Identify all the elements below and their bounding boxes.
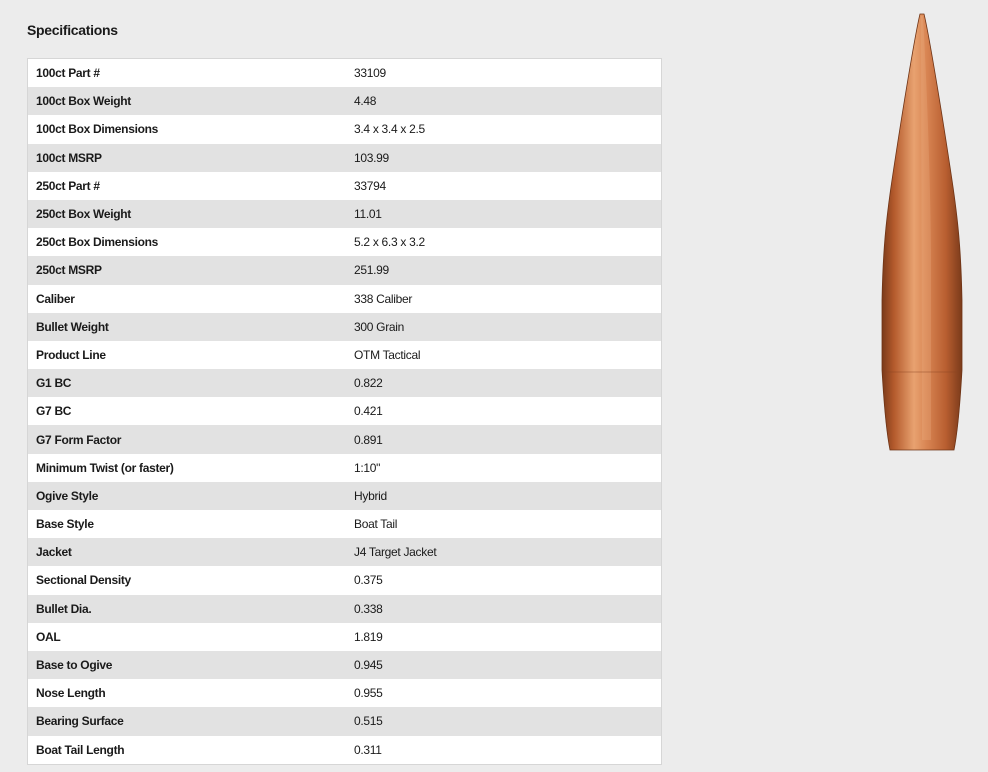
spec-value: 1:10"	[354, 460, 381, 475]
spec-row	[28, 707, 661, 735]
spec-label: G7 Form Factor	[36, 432, 122, 447]
spec-row	[28, 144, 661, 172]
spec-label: 250ct Box Dimensions	[36, 235, 159, 250]
spec-value: Hybrid	[354, 488, 387, 503]
spec-label: Bullet Weight	[36, 319, 109, 334]
spec-row	[28, 651, 661, 679]
spec-value: 4.48	[354, 94, 377, 109]
spec-value: 3.4 x 3.4 x 2.5	[354, 122, 425, 137]
spec-row	[28, 285, 661, 313]
spec-row	[28, 736, 661, 764]
spec-value: J4 Target Jacket	[354, 545, 437, 560]
spec-label: Boat Tail Length	[36, 742, 125, 757]
spec-row	[28, 623, 661, 651]
spec-row	[28, 256, 661, 284]
spec-value: 33109	[354, 66, 386, 81]
spec-row	[28, 566, 661, 594]
spec-row	[28, 595, 661, 623]
spec-label: 100ct Part #	[36, 66, 100, 81]
spec-row	[28, 679, 661, 707]
spec-label: 250ct Box Weight	[36, 207, 132, 222]
spec-value: 11.01	[354, 207, 382, 222]
spec-label: Nose Length	[36, 686, 106, 701]
spec-value: 0.311	[354, 742, 382, 757]
spec-value: 338 Caliber	[354, 291, 413, 306]
spec-label: 250ct MSRP	[36, 263, 102, 278]
spec-label: Sectional Density	[36, 573, 131, 588]
spec-row	[28, 115, 661, 143]
spec-row	[28, 510, 661, 538]
spec-label: OAL	[36, 629, 61, 644]
spec-value: 0.375	[354, 573, 383, 588]
spec-value: 0.891	[354, 432, 383, 447]
spec-row	[28, 341, 661, 369]
spec-row	[28, 482, 661, 510]
spec-row	[28, 425, 661, 453]
spec-label: Caliber	[36, 291, 75, 306]
spec-value: 0.822	[354, 376, 383, 391]
spec-row	[28, 200, 661, 228]
bullet-image	[874, 10, 970, 458]
spec-row	[28, 369, 661, 397]
spec-label: G7 BC	[36, 404, 72, 419]
spec-value: 5.2 x 6.3 x 3.2	[354, 235, 425, 250]
spec-label: Minimum Twist (or faster)	[36, 460, 174, 475]
spec-label: 100ct MSRP	[36, 150, 102, 165]
spec-label: Bearing Surface	[36, 714, 124, 729]
spec-value: 0.421	[354, 404, 383, 419]
spec-value: 0.945	[354, 658, 383, 673]
spec-label: 250ct Part #	[36, 178, 100, 193]
spec-label: Ogive Style	[36, 488, 99, 503]
spec-row	[28, 228, 661, 256]
spec-label: 100ct Box Dimensions	[36, 122, 159, 137]
spec-value: 33794	[354, 178, 386, 193]
spec-row	[28, 172, 661, 200]
spec-label: Base Style	[36, 517, 94, 532]
spec-label: Jacket	[36, 545, 72, 560]
spec-value: 1.819	[354, 629, 383, 644]
spec-label: 100ct Box Weight	[36, 94, 132, 109]
spec-value: 0.955	[354, 686, 383, 701]
spec-label: Bullet Dia.	[36, 601, 92, 616]
spec-value: 300 Grain	[354, 319, 404, 334]
spec-value: OTM Tactical	[354, 347, 421, 362]
spec-value: Boat Tail	[354, 517, 398, 532]
specifications-table	[27, 58, 662, 765]
spec-label: Base to Ogive	[36, 658, 113, 673]
spec-value: 0.338	[354, 601, 383, 616]
spec-value: 251.99	[354, 263, 389, 278]
spec-label: G1 BC	[36, 376, 72, 391]
spec-label: Product Line	[36, 347, 106, 362]
specifications-heading: Specifications	[27, 22, 118, 38]
spec-row	[28, 87, 661, 115]
spec-row	[28, 59, 661, 87]
spec-value: 0.515	[354, 714, 383, 729]
spec-row	[28, 538, 661, 566]
spec-row	[28, 454, 661, 482]
spec-row	[28, 397, 661, 425]
spec-value: 103.99	[354, 150, 389, 165]
spec-row	[28, 313, 661, 341]
